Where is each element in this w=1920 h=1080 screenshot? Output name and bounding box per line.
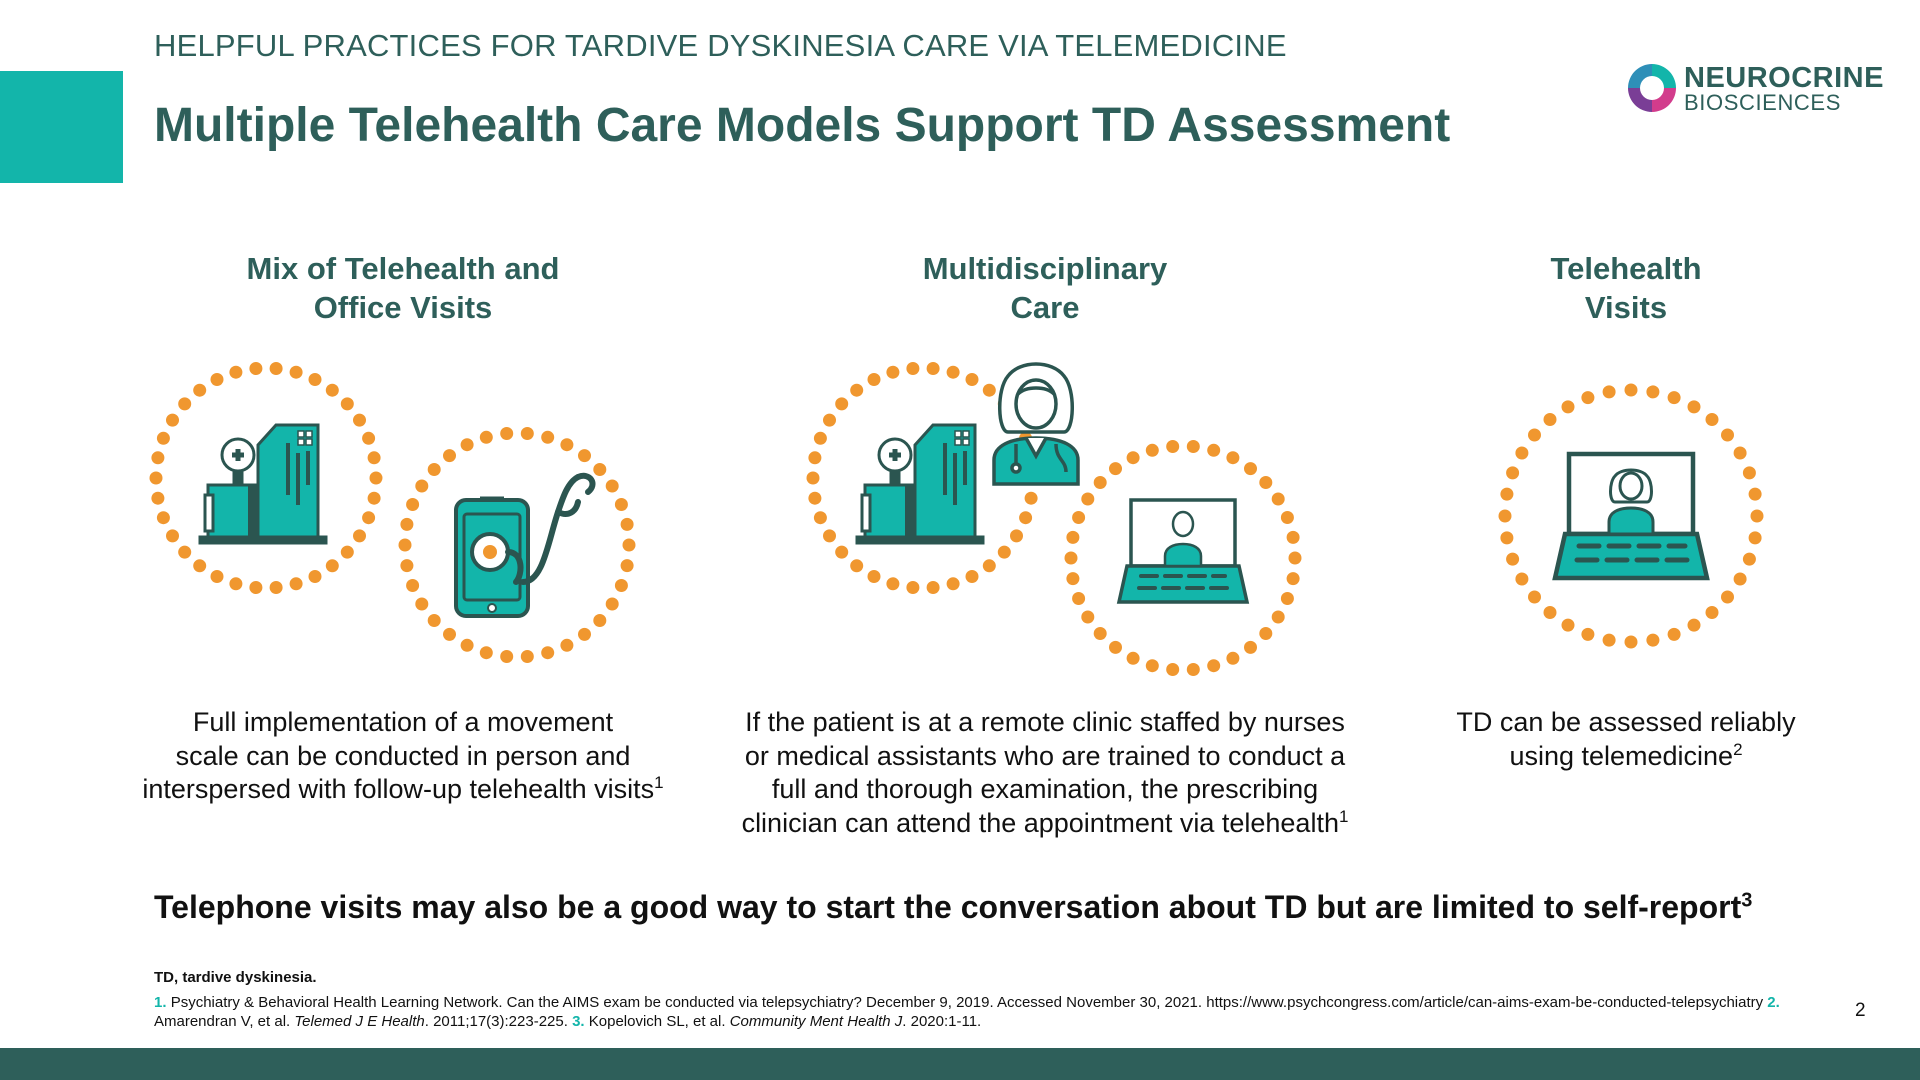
ring-dot	[1081, 611, 1094, 624]
ring-dot	[1734, 573, 1747, 586]
reference-3-journal: Community Ment Health J	[729, 1013, 903, 1030]
ring-dot	[270, 581, 283, 594]
ring-dot	[927, 581, 940, 594]
ring-dot	[850, 384, 863, 397]
section-kicker: HELPFUL PRACTICES FOR TARDIVE DYSKINESIA CARE VIA TELEMEDICINE	[154, 28, 1287, 63]
ring-dot	[1721, 429, 1734, 442]
reference-marker: 3	[1741, 889, 1753, 912]
ring-dot	[406, 579, 419, 592]
ring-dot	[1749, 531, 1762, 544]
column-text-telehealth	[1420, 706, 1832, 773]
ring-dot	[1094, 476, 1107, 489]
clinic-building-illustration	[148, 355, 384, 601]
ring-dot	[1500, 531, 1513, 544]
reference-2-authors: Amarendran V, et al.	[154, 1013, 291, 1030]
laptop-doctor-icon	[1555, 454, 1707, 578]
ring-dot	[1207, 444, 1220, 457]
ring-dot	[1528, 591, 1541, 604]
ring-dot	[1066, 531, 1079, 544]
ring-dot	[1749, 488, 1762, 501]
heading-line: Office Visits	[313, 290, 493, 325]
ring-dot	[1065, 552, 1078, 565]
ring-dot	[362, 511, 375, 524]
ring-dot	[1226, 652, 1239, 665]
text-line: full and thorough examination, the prescribing	[771, 774, 1319, 804]
ring-dot	[835, 546, 848, 559]
ring-dot	[399, 539, 412, 552]
text-line	[1420, 740, 1832, 774]
ring-dot	[480, 646, 493, 659]
ring-dot	[966, 373, 979, 386]
ring-dot	[166, 414, 179, 427]
ring-dot	[927, 362, 940, 375]
ring-dot	[229, 577, 242, 590]
ring-dot	[326, 559, 339, 572]
statement-text: Telephone visits may also be a good way to start the conversation about TD but are limited to self-report	[154, 889, 1742, 925]
ring-dot	[1109, 641, 1122, 654]
ring-dot	[1072, 592, 1085, 605]
ring-dot	[249, 362, 262, 375]
ring-dot	[1187, 440, 1200, 453]
ring-dot	[270, 362, 283, 375]
ring-dot	[1506, 553, 1519, 566]
ring-dot	[1603, 385, 1616, 398]
text-line: or medical assistants who are trained to conduct a	[744, 740, 1346, 771]
ring-dot	[983, 559, 996, 572]
accent-block	[0, 71, 123, 183]
ring-dot	[415, 598, 428, 611]
ring-dot	[560, 639, 573, 652]
footer-bar	[0, 1048, 1920, 1080]
text-line	[720, 807, 1370, 841]
ring-dot	[1506, 466, 1519, 479]
reference-1: Psychiatry & Behavioral Health Learning Network. Can the AIMS exam be conducted via telepsychiatry? December 9, 2019. Accessed November 30, 2021. https://www.psychcongress.com/article/can-aims-exam-be-conducted-telepsychiatry	[170, 994, 1764, 1011]
ring-dot	[1625, 384, 1638, 397]
ring-dot	[593, 614, 606, 627]
ring-dot	[578, 449, 591, 462]
text-line: Full implementation of a movement	[192, 707, 614, 737]
ring-dot	[906, 581, 919, 594]
ring-dot	[428, 614, 441, 627]
page-title: Multiple Telehealth Care Models Support TD Assessment	[154, 99, 1451, 152]
column-heading-multidisciplinary	[840, 249, 1250, 327]
ring-dot	[1515, 573, 1528, 586]
ring-dot	[823, 529, 836, 542]
ring-dot	[193, 384, 206, 397]
ring-dot	[400, 518, 413, 531]
logo-name: NEUROCRINE	[1684, 62, 1884, 94]
ring-dot	[480, 431, 493, 444]
ring-dot	[1094, 627, 1107, 640]
ring-dot	[1166, 663, 1179, 676]
ring-dot	[521, 650, 534, 663]
laptop-doctor-icon	[1119, 500, 1247, 602]
reference-marker: 2	[1733, 739, 1743, 759]
ring-dot	[1603, 634, 1616, 647]
clinic-building-icon	[200, 425, 326, 543]
ring-dot	[157, 432, 170, 445]
ring-dot	[593, 463, 606, 476]
ring-dot	[1706, 413, 1719, 426]
ring-dot	[1187, 663, 1200, 676]
ring-dot	[151, 451, 164, 464]
ring-dot	[808, 451, 821, 464]
ring-dot	[1625, 636, 1638, 649]
ring-dot	[290, 366, 303, 379]
ring-dot	[1500, 488, 1513, 501]
ring-dot	[178, 397, 191, 410]
text-line-content: using telemedicine	[1509, 740, 1734, 771]
reference-marker: 1	[1338, 806, 1349, 826]
text-line	[120, 773, 686, 807]
ring-dot	[1166, 440, 1179, 453]
ring-dot	[1146, 444, 1159, 457]
ring-dot	[150, 472, 163, 485]
ring-dot	[623, 539, 636, 552]
heading-line: Visits	[1584, 290, 1668, 325]
ring-dot	[966, 570, 979, 583]
ring-dot	[541, 646, 554, 659]
ring-dot	[1515, 447, 1528, 460]
ring-dot	[500, 650, 513, 663]
reference-marker: 1	[654, 773, 664, 792]
ring-dot	[1272, 611, 1285, 624]
ring-dot	[1581, 628, 1594, 641]
clinic-building-icon	[857, 425, 983, 543]
ring-dot	[341, 397, 354, 410]
ring-dot	[249, 581, 262, 594]
reference-3-authors: Kopelovich SL, et al.	[588, 1013, 726, 1030]
text-line: If the patient is at a remote clinic staffed by nurses	[745, 707, 1345, 737]
ring-dot	[1207, 659, 1220, 672]
column-text-mixed	[120, 706, 686, 807]
ring-dot	[1743, 466, 1756, 479]
ring-dot	[1146, 659, 1159, 672]
column-heading-telehealth	[1450, 249, 1802, 327]
ring-dot	[868, 373, 881, 386]
ring-dot	[178, 546, 191, 559]
ring-dot	[1127, 451, 1140, 464]
ring-dot	[1072, 511, 1085, 524]
ring-dot	[1668, 391, 1681, 404]
reference-2-details: . 2011;17(3):223-225.	[424, 1013, 568, 1030]
ring-dot	[362, 432, 375, 445]
ring-dot	[1581, 391, 1594, 404]
ring-dot	[615, 579, 628, 592]
reference-3-details: . 2020:1-11.	[902, 1013, 982, 1030]
ring-dot	[211, 373, 224, 386]
ring-dot	[1281, 592, 1294, 605]
ring-dot	[807, 472, 820, 485]
ring-dot	[193, 559, 206, 572]
ring-dot	[443, 628, 456, 641]
ring-dot	[415, 480, 428, 493]
ring-dot	[1019, 511, 1032, 524]
ring-dot	[1109, 462, 1122, 475]
ring-dot	[1066, 572, 1079, 585]
ring-dot	[1544, 606, 1557, 619]
ring-dot	[461, 438, 474, 451]
ring-dot	[157, 511, 170, 524]
text-line-content: clinician can attend the appointment via telehealth	[741, 807, 1339, 838]
ring-dot	[1721, 591, 1734, 604]
ring-dot	[1751, 510, 1764, 523]
ring-dot	[606, 598, 619, 611]
ring-dot	[1688, 400, 1701, 413]
ring-dot	[309, 373, 322, 386]
ring-dot	[541, 431, 554, 444]
ring-dot	[998, 546, 1011, 559]
ring-dot	[606, 480, 619, 493]
ring-dot	[1743, 553, 1756, 566]
reference-number: 2.	[1767, 994, 1780, 1011]
ring-dot	[578, 628, 591, 641]
ring-dot	[400, 559, 413, 572]
ring-dot	[560, 438, 573, 451]
ring-dot	[1244, 641, 1257, 654]
ring-dot	[814, 432, 827, 445]
ring-dot	[1734, 447, 1747, 460]
ring-dot	[1646, 634, 1659, 647]
ring-dot	[615, 498, 628, 511]
laptop-doctor-illustration-2	[1497, 382, 1765, 650]
ring-dot	[461, 639, 474, 652]
text-line-content: interspersed with follow-up telehealth visits	[142, 774, 655, 804]
ring-dot	[1646, 385, 1659, 398]
ring-dot	[290, 577, 303, 590]
reference-number: 1.	[154, 994, 167, 1011]
ring-dot	[1544, 413, 1557, 426]
ring-dot	[1668, 628, 1681, 641]
ring-dot	[443, 449, 456, 462]
ring-dot	[906, 362, 919, 375]
ring-dot	[1081, 493, 1094, 506]
ring-dot	[1025, 492, 1038, 505]
page-number: 2	[1855, 1000, 1866, 1021]
reference-number: 3.	[572, 1013, 585, 1030]
ring-dot	[211, 570, 224, 583]
ring-dot	[428, 463, 441, 476]
ring-dot	[1528, 429, 1541, 442]
ring-dot	[1244, 462, 1257, 475]
ring-dot	[1562, 400, 1575, 413]
smartphone-stethoscope-illustration	[398, 422, 636, 668]
ring-dot	[1281, 511, 1294, 524]
ring-dot	[868, 570, 881, 583]
laptop-doctor-illustration	[1063, 438, 1303, 678]
ring-dot	[1706, 606, 1719, 619]
references	[154, 993, 1794, 1031]
heading-line: Care	[1010, 290, 1080, 325]
ring-dot	[1259, 627, 1272, 640]
smartphone-stethoscope-icon	[456, 476, 593, 616]
ring-dot	[500, 427, 513, 440]
ring-dot	[1562, 619, 1575, 632]
ring-dot	[1226, 451, 1239, 464]
ring-dot	[1499, 510, 1512, 523]
ring-dot	[1259, 476, 1272, 489]
ring-dot	[808, 492, 821, 505]
ring-dot	[521, 427, 534, 440]
ring-dot	[1289, 552, 1302, 565]
ring-dot	[406, 498, 419, 511]
ring-dot	[370, 472, 383, 485]
ring-dot	[1287, 572, 1300, 585]
ring-dot	[341, 546, 354, 559]
reference-2-journal: Telemed J E Health	[294, 1013, 425, 1030]
ring-dot	[166, 529, 179, 542]
text-line: scale can be conducted in person and	[175, 740, 631, 771]
ring-dot	[835, 397, 848, 410]
ring-dot	[886, 366, 899, 379]
ring-dot	[151, 492, 164, 505]
ring-dot	[229, 366, 242, 379]
ring-dot	[886, 577, 899, 590]
ring-dot	[1287, 531, 1300, 544]
bottom-statement	[154, 889, 1752, 926]
column-text-multidisciplinary	[720, 706, 1370, 840]
ring-dot	[353, 529, 366, 542]
ring-dot	[1127, 652, 1140, 665]
ring-dot	[368, 492, 381, 505]
ring-dot	[621, 559, 634, 572]
text-line: TD can be assessed reliably	[1456, 707, 1796, 737]
neurocrine-swirl-icon	[1626, 62, 1678, 114]
heading-line: Mix of Telehealth and	[246, 251, 560, 286]
ring-dot	[368, 451, 381, 464]
ring-dot	[814, 511, 827, 524]
column-heading-mixed	[200, 249, 606, 327]
ring-dot	[947, 366, 960, 379]
ring-dot	[309, 570, 322, 583]
abbreviation-footnote: TD, tardive dyskinesia.	[154, 969, 317, 986]
ring-dot	[823, 414, 836, 427]
logo-subname: BIOSCIENCES	[1684, 90, 1841, 115]
heading-line: Multidisciplinary	[922, 251, 1168, 286]
ring-dot	[947, 577, 960, 590]
ring-dot	[1688, 619, 1701, 632]
ring-dot	[850, 559, 863, 572]
ring-dot	[326, 384, 339, 397]
ring-dot	[353, 414, 366, 427]
company-logo	[1626, 62, 1896, 116]
ring-dot	[1272, 493, 1285, 506]
heading-line: Telehealth	[1550, 251, 1702, 286]
ring-dot	[1010, 529, 1023, 542]
ring-dot	[621, 518, 634, 531]
